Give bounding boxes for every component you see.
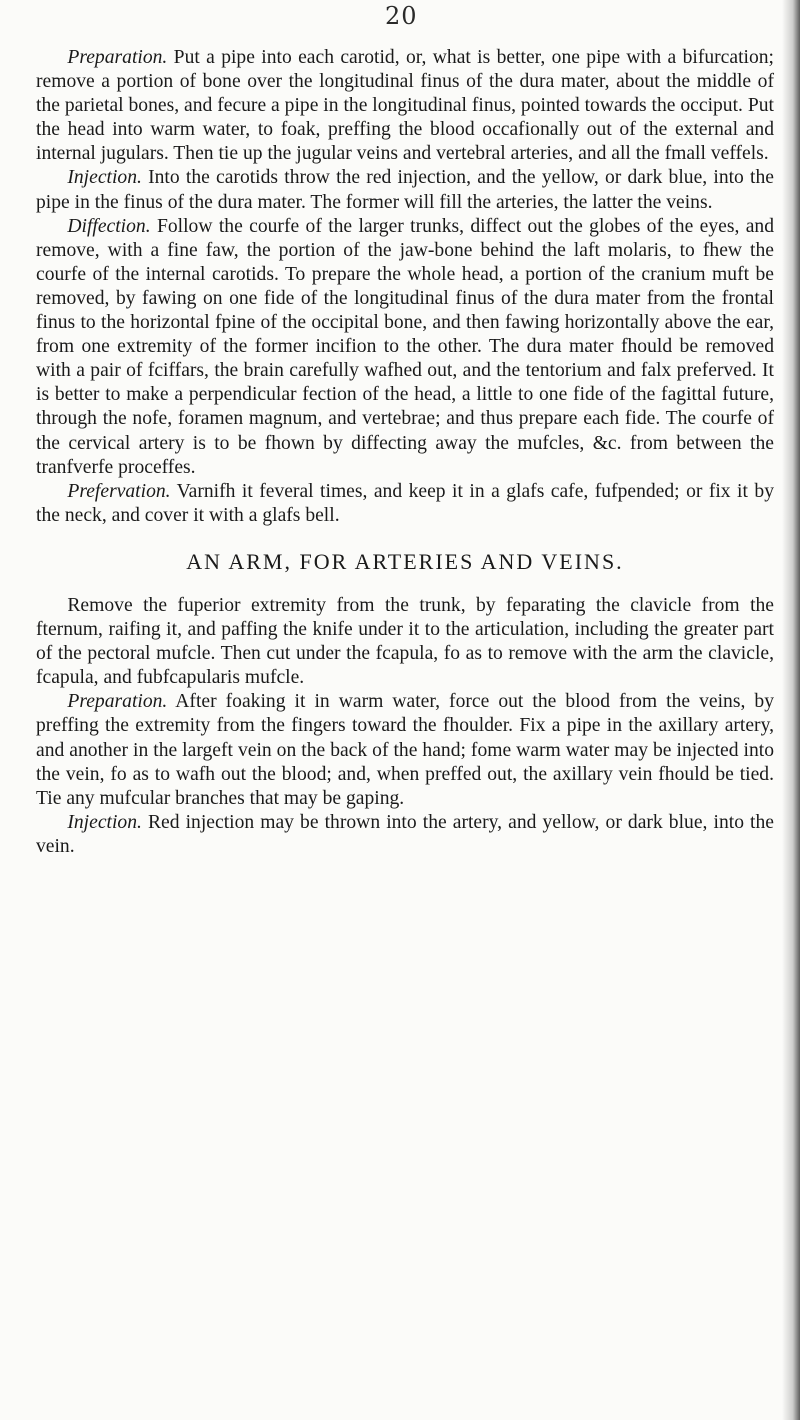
paragraph-label: Diffection. [67,215,151,237]
paragraph-preservation [36,480,774,528]
paragraph-text: Follow the courfe of the larger trunks, diffect out the globes of the eyes, and remove, with a fine faw, the portion of the jaw-bone behind the laft molaris, to fhew the courfe of the internal carotids. To prepare the whole head, a portion of the cranium muft be removed, by fawing on one fide of the longitudinal finus of the dura mater from the frontal finus to the horizontal fpine of the occipital bone, and then fawing horizontally above the ear, from one extremity of the former incifion to the other. The dura mater fhould be removed with a pair of fciffars, the brain carefully wafhed out, and the tentorium and falx preferved. It is better to make a perpendicular fection of the head, a little to one fide of the fagittal future, through the nofe, foramen magnum, and vertebrae; and thus prepare each fide. The courfe of the cervical artery is to be fhown by diffecting away the mufcles, &c. from between the tranfverfe proceffes. [36,215,774,478]
text-block [36,46,774,859]
paragraph-label: Prefervation. [67,480,171,502]
paragraph-text: Put a pipe into each carotid, or, what is better, one pipe with a bifurcation; remove a portion of bone over the longitudinal finus of the dura mater, about the middle of the parietal bones, and fecure a pipe in the longitudinal finus, pointed towards the occiput. Put the head into warm water, to foak, preffing the blood occafionally out of the external and internal jugulars. Then tie up the jugular veins and vertebral arteries, and all the fmall veffels. [36,47,774,165]
paragraph-removal [36,594,774,690]
paragraph-text: After foaking it in warm water, force out the blood from the veins, by preffing the extremity from the fingers toward the fhoulder. Fix a pipe in the axillary artery, and another in the largeft vein on the back of the hand; fome warm water may be injected into the vein, fo as to wafh out the blood; and, when preffed out, the axillary vein fhould be tied. Tie any mufcular branches that may be gaping. [36,691,774,809]
paragraph-preparation [36,46,774,166]
paragraph-label: Preparation. [67,47,168,68]
section-heading: AN ARM, FOR ARTERIES AND VEINS. [186,548,624,574]
paragraph-arm-injection [36,811,774,859]
paragraph-label: Injection. [67,811,142,833]
paragraph-text: Varnifh it feveral times, and keep it in a glafs cafe, fufpended; or fix it by the neck, and cover it with a glafs bell. [36,480,774,526]
paragraph-text: Into the carotids throw the red injection, and the yellow, or dark blue, into the pipe in the finus of the dura mater. The former will fill the arteries, the latter the veins. [36,167,774,213]
paragraph-text: Remove the fuperior extremity from the trunk, by feparating the clavicle from the fternum, raifing it, and paffing the knife under it to the articulation, including the greater part of the pectoral mufcle. Then cut under the fcapula, fo as to remove with the arm the clavicle, fcapula, and fubfcapularis mufcle. [36,594,774,689]
paragraph-text: Red injection may be thrown into the artery, and yellow, or dark blue, into the vein. [36,811,774,857]
paragraph-label: Injection. [67,167,142,189]
paragraph-dissection [36,215,774,480]
page-number: 20 [385,2,418,30]
page-edge-shadow [782,0,800,1420]
paragraph-label: Preparation. [67,691,168,713]
paragraph-injection [36,166,774,214]
paragraph-arm-preparation [36,690,774,810]
